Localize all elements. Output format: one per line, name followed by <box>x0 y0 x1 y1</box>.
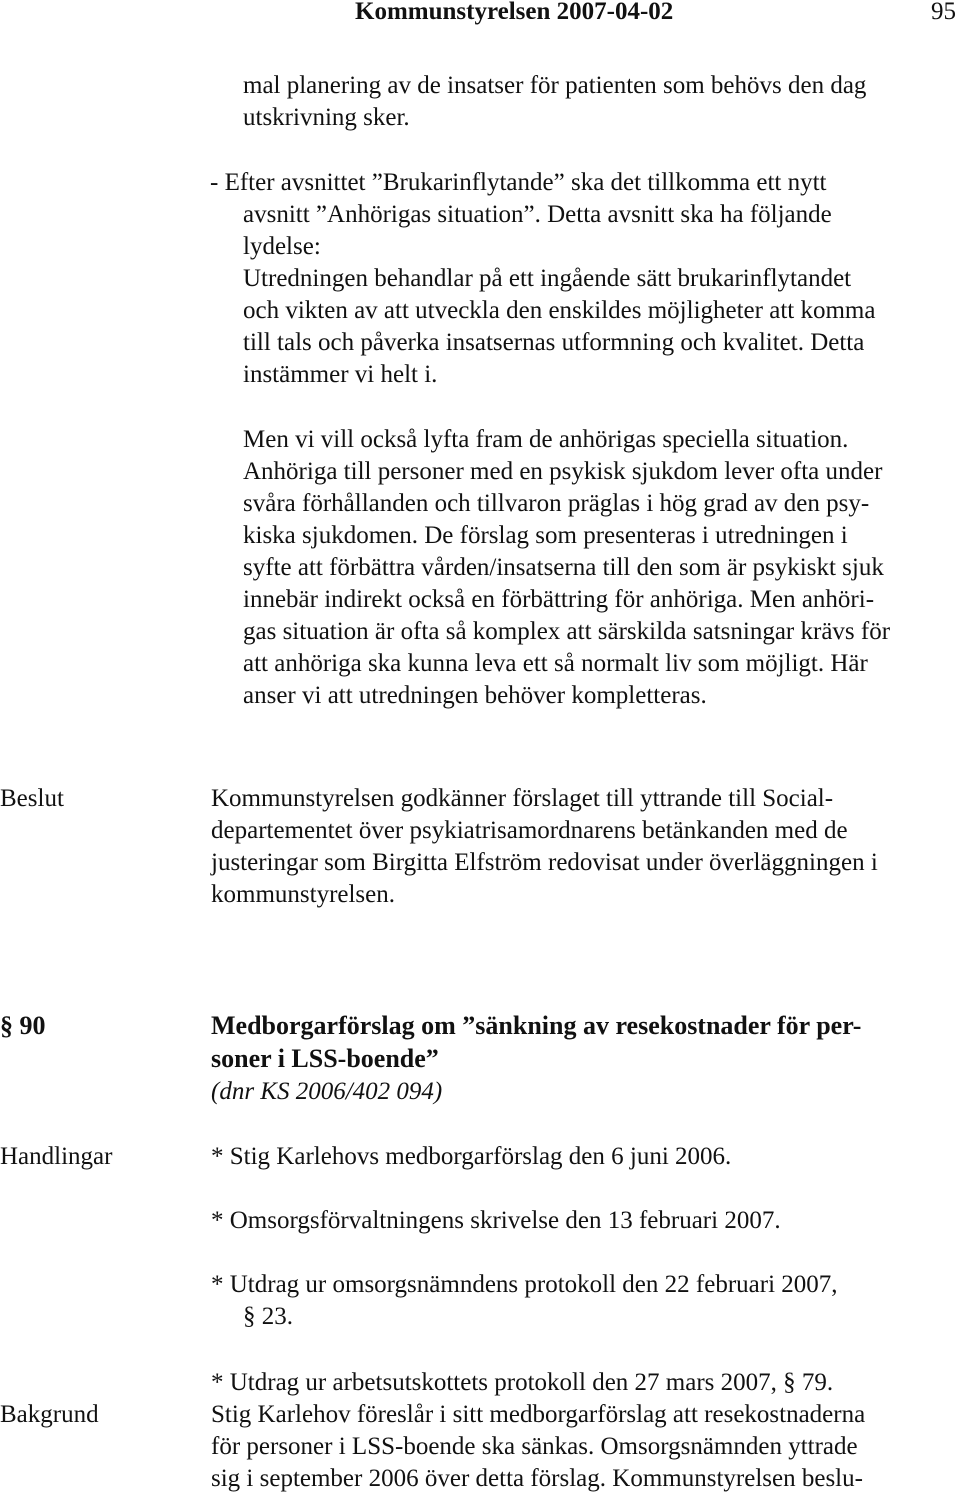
paragraph-line: anser vi att utredningen behöver kompletteras. <box>243 682 707 709</box>
case-number: (dnr KS 2006/402 094) <box>211 1078 443 1105</box>
page-number: 95 <box>931 0 956 25</box>
paragraph-line: kiska sjukdomen. De förslag som presenteras i utredningen i <box>243 522 848 549</box>
decision-line: Kommunstyrelsen godkänner förslaget till yttrande till Social- <box>211 785 834 812</box>
section-title-line: Medborgarförslag om ”sänkning av resekostnader för per- <box>211 1011 862 1040</box>
document-list-item: * Stig Karlehovs medborgarförslag den 6 juni 2006. <box>211 1143 732 1170</box>
paragraph-line: mal planering av de insatser för patienten som behövs den dag <box>243 72 867 99</box>
paragraph-line: svåra förhållanden och tillvaron präglas i hög grad av den psy- <box>243 490 870 517</box>
paragraph-line: Men vi vill också lyfta fram de anhörigas speciella situation. <box>243 426 849 453</box>
background-line: för personer i LSS-boende ska sänkas. Omsorgsnämnden yttrade <box>211 1433 858 1460</box>
list-item-line: och vikten av att utveckla den enskildes möjligheter att komma <box>243 297 876 324</box>
list-item-line: avsnitt ”Anhörigas situation”. Detta avsnitt ska ha följande <box>243 201 832 228</box>
section-label-handlingar: Handlingar <box>0 1143 113 1170</box>
list-item-line: till tals och påverka insatsernas utformning och kvalitet. Detta <box>243 329 865 356</box>
paragraph-line: utskrivning sker. <box>243 104 410 131</box>
background-line: Stig Karlehov föreslår i sitt medborgarförslag att resekostnaderna <box>211 1401 866 1428</box>
section-title-line: soner i LSS-boende” <box>211 1044 439 1073</box>
page-header-title: Kommunstyrelsen 2007-04-02 <box>355 0 674 25</box>
document-list-item: * Utdrag ur omsorgsnämndens protokoll den 22 februari 2007, <box>211 1271 838 1298</box>
decision-line: departementet över psykiatrisamordnarens betänkanden med de <box>211 817 848 844</box>
list-item-line: - Efter avsnittet ”Brukarinflytande” ska det tillkomma ett nytt <box>210 169 827 196</box>
document-list-item: § 23. <box>243 1303 293 1330</box>
paragraph-line: att anhöriga ska kunna leva ett så normalt liv som möjligt. Här <box>243 650 868 677</box>
background-line: sig i september 2006 över detta förslag. Kommunstyrelsen beslu- <box>211 1465 863 1492</box>
paragraph-line: Anhöriga till personer med en psykisk sjukdom lever ofta under <box>243 458 883 485</box>
paragraph-line: innebär indirekt också en förbättring för anhöriga. Men anhöri- <box>243 586 875 613</box>
paragraph-line: syfte att förbättra vården/insatserna till den som är psykiskt sjuk <box>243 554 884 581</box>
document-list-item: * Omsorgsförvaltningens skrivelse den 13 februari 2007. <box>211 1207 781 1234</box>
decision-line: kommunstyrelsen. <box>211 881 396 908</box>
section-number: § 90 <box>0 1011 46 1040</box>
document-list-item: * Utdrag ur arbetsutskottets protokoll den 27 mars 2007, § 79. <box>211 1369 834 1396</box>
list-item-line: Utredningen behandlar på ett ingående sätt brukarinflytandet <box>243 265 852 292</box>
decision-line: justeringar som Birgitta Elfström redovisat under överläggningen i <box>211 849 878 876</box>
section-label-beslut: Beslut <box>0 785 64 812</box>
section-label-bakgrund: Bakgrund <box>0 1401 99 1428</box>
paragraph-line: gas situation är ofta så komplex att särskilda satsningar krävs för <box>243 618 891 645</box>
list-item-line: lydelse: <box>243 233 321 260</box>
list-item-line: instämmer vi helt i. <box>243 361 438 388</box>
